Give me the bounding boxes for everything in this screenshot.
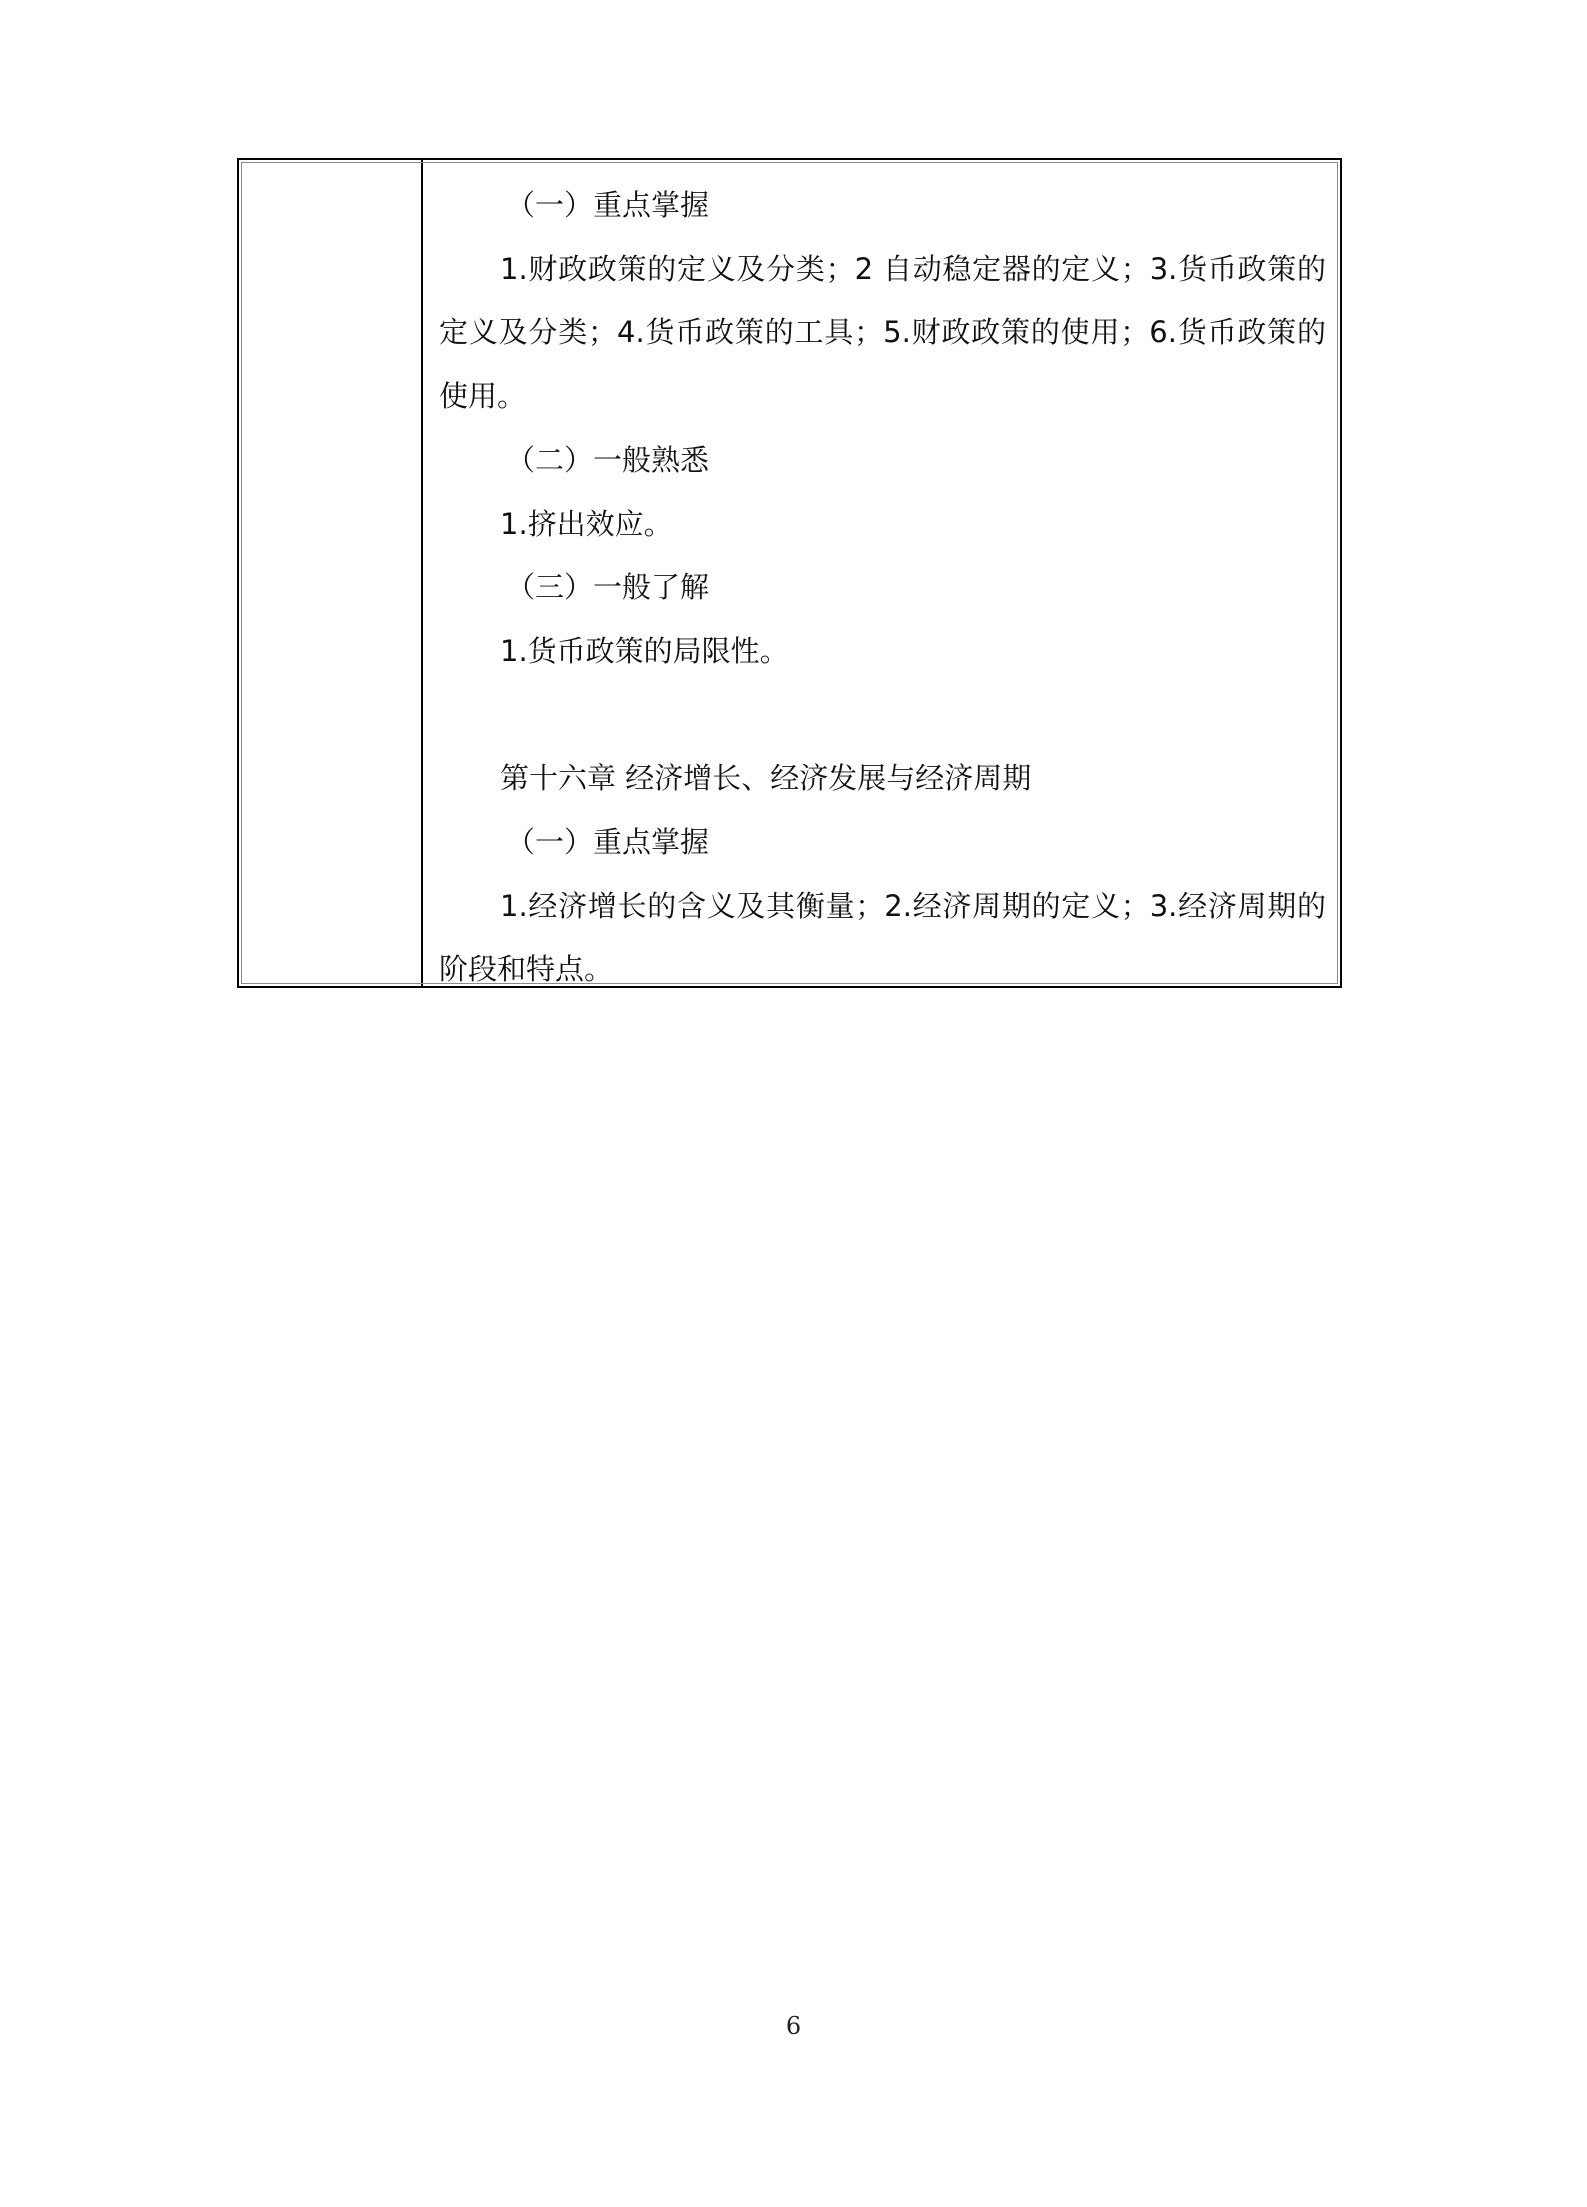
section-heading-general-familiarity: （二）一般熟悉 — [506, 442, 710, 477]
paragraph-familiarity-items: 1.挤出效应。 — [500, 506, 673, 541]
paragraph-chapter16-key-items: 1.经济增长的含义及其衡量；2.经济周期的定义；3.经济周期的阶段和特点。 — [439, 888, 1326, 987]
section-heading-key-mastery-chapter16: （一）重点掌握 — [506, 825, 710, 860]
table-right-cell — [423, 160, 1340, 986]
content-table — [237, 158, 1342, 988]
section-heading-key-mastery: （一）重点掌握 — [506, 188, 710, 222]
blank-line — [439, 684, 1326, 748]
table-left-cell — [239, 160, 423, 986]
page-number: 6 — [785, 2012, 802, 2040]
chapter-title: 第十六章 经济增长、经济发展与经济周期 — [500, 761, 1032, 796]
paragraph-understanding-items: 1.货币政策的局限性。 — [500, 633, 789, 668]
section-heading-general-understanding: （三）一般了解 — [506, 570, 710, 605]
paragraph-key-mastery-items: 1.财政政策的定义及分类；2 自动稳定器的定义；3.货币政策的定义及分类；4.货币政策的工具；5.财政政策的使用；6.货币政策的使用。 — [439, 251, 1326, 414]
